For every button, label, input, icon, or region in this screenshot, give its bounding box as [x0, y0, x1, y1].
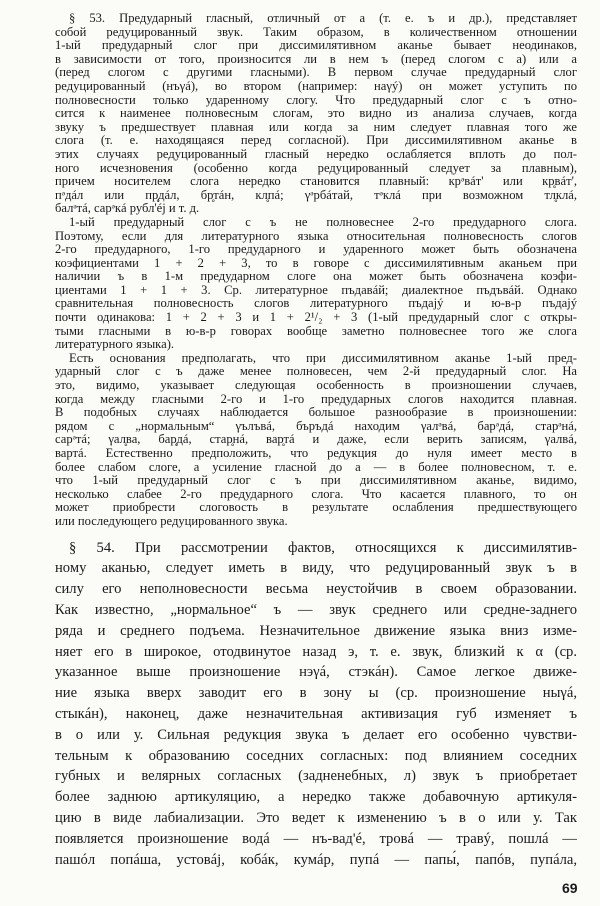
text-line: (перед слогом с другими гласными). В первом случае предударный слог — [55, 66, 577, 80]
section-53 — [55, 12, 577, 529]
text-line: § 54. При рассмотрении фактов, относящихся к диссимилятив- — [69, 539, 577, 556]
text-line: губных и велярных согласных (задненебных, л) звук ъ приобретает — [55, 768, 577, 785]
text-line: цию в виде лабиализации. Это ведет к изменению ъ в о или у. Так — [55, 809, 577, 826]
text-line: в о или у. Сильная редукция звука ъ делает его особенно чувстви- — [55, 726, 577, 743]
text-line: Поэтому, если для литературного языка относительная полновесность слогов — [55, 229, 577, 243]
text-line: 1-ый предударный слог с ъ не полновеснее 2-го предударного слога. — [69, 215, 577, 229]
paragraph — [55, 12, 577, 216]
text-line: Как известно, „нормальное“ ъ — звук среднего или средне-заднего — [55, 601, 577, 618]
page-body — [55, 12, 577, 870]
text-line: стыкáн), наконец, даже незначительная активизация губ изменяет ъ — [55, 705, 577, 722]
text-line: В подобных случаях наблюдается большое разнообразие в произношении: — [55, 406, 577, 420]
text-line: когда между гласными 2-го и 1-го предударных слогов находится плавная. — [55, 392, 577, 406]
text-line: редуцированный (нъγá), во втором (например: наγý) он может уступить по — [55, 79, 577, 93]
paragraph — [55, 538, 577, 871]
text-line: наличии ъ в 1-м предударном слоге она может быть обозначена коэфи- — [55, 270, 577, 284]
text-line: ного исчезновения (особенно когда редуцированный следует за плавным), — [55, 161, 577, 175]
text-line: ударный слог с ъ даже менее полновесен, чем 2-й предударный слог. На — [55, 365, 577, 379]
text-line: полновесности только ударенному слогу. Что предударный слог с ъ отно- — [55, 93, 577, 107]
text-line: няет его в широкое, отодвинутое назад э, т. е. звук, близкий к α (ср. — [55, 643, 577, 660]
text-line: или последующего редуцированного звука. — [55, 514, 288, 528]
text-line: § 53. Предударный гласный, отличный от а (т. е. ъ и др.), представляет — [69, 12, 577, 25]
text-line: пашóл попáша, устовáj, кобáк, кумáр, пупá — папы́, папóв, пупáла, — [55, 851, 577, 868]
text-line: коэфициентами 1 + 2 + 3, то в говоре с диссимилятивным аканьем при — [55, 256, 577, 270]
section-54 — [55, 538, 577, 871]
text-line: может приобрести слоговость в результате ослабления предшествующего — [55, 501, 577, 515]
text-line: Есть основания предполагать, что при диссимилятивном аканье 1-ый пред- — [69, 351, 577, 365]
text-line: сится к наименее полновесным слогам, это видно из анализа случаев, когда — [55, 107, 577, 121]
text-line: что 1-ый предударный слог с ъ при диссимилятивном аканье, видимо, — [55, 474, 577, 488]
text-line: почти одинакова: 1 + 2 + 3 и 1 + 2¹/₂ + 3 (1-ый предударный слог с откры- — [55, 311, 577, 325]
text-line: сарᵊтá; γал̥ва, бар̥дá, стар̥нá, вар̥тá и даже, если верить записям, γалвá, — [55, 433, 577, 447]
text-line: вартá. Естественно предположить, что редукция до нуля имеет место в — [55, 447, 577, 460]
text-line: циентами 1 + 1 + 3. Ср. литературное пъдавáй; диалектное пъдъвáй. Однако — [55, 283, 577, 297]
text-line: более слабом слоге, а усиление гласной до а — в более полновесном, т. е. — [55, 460, 577, 474]
text-line: тыми гласными в ю-в-р говорах вообще заметно полновеснее того же слога — [55, 324, 577, 338]
text-line: 2-го предударного, 1-го предударного и ударенного может быть обозначена — [55, 243, 577, 257]
text-line: слога (т. е. находящаяся перед согласной). При диссимилятивном аканье в — [55, 134, 577, 148]
text-line: 1-ый предударный слог при диссимилятивном аканье бывает неодинаков, — [55, 39, 577, 53]
text-line: в зависимости от того, произносится ли в нем ъ (перед слогом с а) или а — [55, 52, 577, 66]
text-line: балᵊтá, сарᵊкá рубл'éj и т. д. — [55, 202, 200, 216]
text-line: рядом с „нормальным“ γълъвá, бъръдá находим γалᵊвá, барᵊдá, старᵊнá, — [55, 419, 577, 433]
paragraph — [55, 352, 577, 529]
page-number: 69 — [562, 880, 578, 896]
paragraph — [55, 216, 577, 352]
text-line: сравнительная полновесность слогов литературного пъдajý и ю-в-р пъдajý — [55, 297, 577, 311]
text-line: причем носителем слога нередко становится плавный: крᵊвáт' или кр̥вáт', — [55, 175, 577, 189]
text-line: собой редуцированный звук. Таким образом, в количественном отношении — [55, 25, 577, 39]
text-line: указанное выше произношение нэγá, стэкáн). Самое легкое движе- — [55, 664, 577, 681]
text-line: этих случаях редуцированный гласный нередко ослабляется вплоть до пол- — [55, 147, 577, 161]
text-line: ному аканью, следует иметь в виду, что редуцированный звук ъ в — [55, 560, 577, 577]
text-line: несколько слабее 2-го предударного слога. Что касается плавного, то он — [55, 487, 577, 501]
text-line: пᵊдáл или пр̥дáл, бр̥тáн, кл̥пá; γᵊрбáтай, тᵊклá при возможном тл̥клá, — [55, 188, 577, 202]
text-line: тельным к образованию соседних согласных: под влиянием соседних — [55, 747, 577, 764]
text-line: силу его неполновесности весьма неустойчив в своем образовании. — [55, 581, 577, 598]
text-line: ряда и среднего подъема. Незначительное движение языка вниз изме- — [55, 622, 577, 639]
text-line: ние языка вверх заводит его в зону ы (ср. произношение ныγá, — [55, 685, 577, 702]
text-line: появляется произношение водá — нъ-вад'é, тровá — травý, пошлá — — [55, 830, 577, 847]
text-line: литературного языка). — [55, 338, 175, 352]
text-line: звуку ъ предшествует плавная или когда за ним следует плавная того же — [55, 120, 577, 134]
text-line: это, видимо, указывает следующая особенность в произношении случаев, — [55, 379, 577, 393]
text-line: более заднюю артикуляцию, а нередко также добавочную артикуля- — [55, 789, 577, 806]
